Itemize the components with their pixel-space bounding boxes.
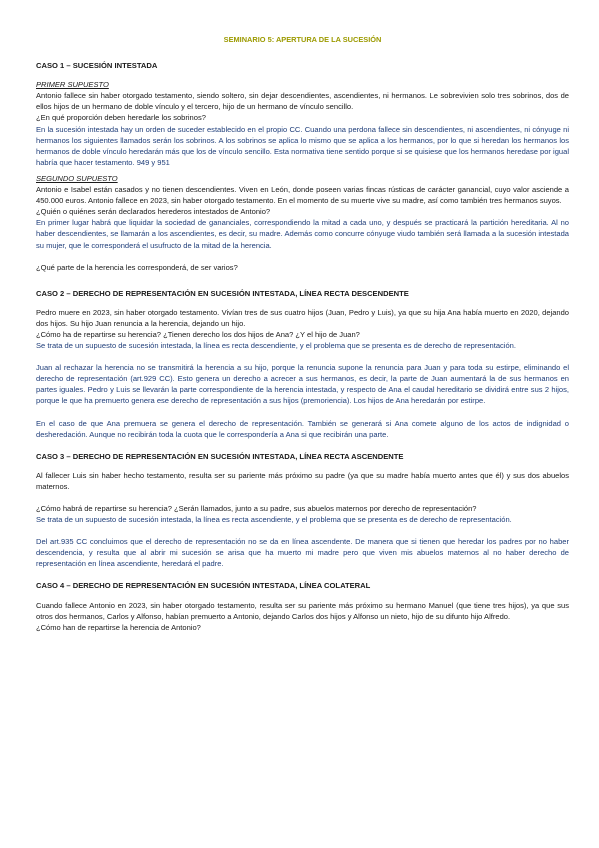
case1-sup2-label: SEGUNDO SUPUESTO	[36, 173, 118, 183]
case1-sup1-label: PRIMER SUPUESTO	[36, 80, 109, 90]
case1-sup2-question2: ¿Qué parte de la herencia les corresponderá, de ser varios?	[36, 262, 238, 272]
case2-answer-1: Se trata de un supuesto de sucesión intestada, la línea es recta descendiente, y el problema que se presenta es de derecho de representación.	[36, 341, 516, 351]
case2-answer-3: En el caso de que Ana premuera se genera el derecho de representación. También se generará si Ana comete alguno de los actos de indignidad o desheredación. Aunque no recibirán toda la cuota que le correspondería a Ana si que recibirán una parte.	[36, 418, 569, 439]
case3-text: Al fallecer Luis sin haber hecho testamento, resulta ser su pariente más próximo su padre (ya que su madre había muerto antes que él) y sus dos abuelos maternos.	[36, 470, 569, 491]
case1-sup2-text: Antonio e Isabel están casados y no tienen descendientes. Viven en León, donde poseen varias fincas rústicas de carácter ganancial, cuyo valor asciende a 450.000 euros. Antonio fallece en 2023, sin haber otorgado testamento. En el momento de su muerte vive su madre, así como también tres hermanos suyos.	[36, 185, 569, 206]
case2-answer-2: Juan al rechazar la herencia no se transmitirá la herencia a su hijo, porque la renuncia supone la renuncia para Juan y para toda su estirpe, eliminando el derecho de representación (art.929 CC). Esto genera un derecho a acrecer a sus hermanos, es decir, la parte de Juan aumentará la de sus hermanos en partes iguales. Pedro y Luis se llevarán la parte correspondiente de la herencia intestada, y respecto de Ana el caudal hereditario se dividirá entre sus 2 hijos, porque le que ha premuerto genera ese derecho de representación a sus hijos (premoriencia). Los hijos de Ana heredarán por estirpe.	[36, 363, 569, 406]
case2-heading: CASO 2 – DERECHO DE REPRESENTACIÓN EN SUCESIÓN INTESTADA, LÍNEA RECTA DESCENDENTE	[36, 288, 409, 298]
case4-text: Cuando fallece Antonio en 2023, sin haber otorgado testamento, resulta ser su pariente más próximo su hermano Manuel (que tiene tres hijos), ya que sus otros dos hermanos, Carlos y Alfonso, habían premuerto a Antonio, dejando Carlos dos hijos y Alfonso un nieto, hijo de su difunto hijo Alfredo.	[36, 600, 569, 621]
document-title: SEMINARIO 5: APERTURA DE LA SUCESIÓN	[223, 35, 382, 44]
case1-sup1-answer: En la sucesión intestada hay un orden de suceder establecido en el propio CC. Cuando una perdona fallece sin descendientes, ni ascendientes, ni cónyuge ni hermanos los siguientes llamados serán los sobrinos. A los sobrinos se aplica lo mismo que se aplica a los hermanos, por lo que si heredan los hermanos los hermanos de doble vínculo heredarán más que los de vínculo sencillo. Esta normativa tiene sentido porque si se quisiese que los hermanos heredase por igual habría que hacer testamento. 949 y 951	[36, 124, 569, 167]
case3-answer-2: Del art.935 CC concluimos que el derecho de representación no se da en línea ascendente. De manera que si tienen que heredar los padres por no haber descendencia, y resulta que al abrir mi sucesión se arisa que ha muerto mi madre pero que viven mis abuelos maternos al no haber derecho de representación en línea ascendiente, heredará el padre.	[36, 537, 569, 569]
case3-answer-1: Se trata de un supuesto de sucesión intestada, la línea es recta ascendiente, y el problema que se presenta es de derecho de representación.	[36, 515, 512, 525]
case1-sup2-question: ¿Quién o quiénes serán declarados herederos intestados de Antonio?	[36, 207, 271, 217]
case1-sup1-text: Antonio fallece sin haber otorgado testamento, siendo soltero, sin dejar descendientes, ascendientes, ni hermanos. Le sobrevivien solo tres sobrinos, dos de ellos hijos de un hermano de doble vínculo y el tercero, hijo de un hermano de vínculo sencillo.	[36, 91, 569, 112]
case3-question: ¿Cómo habrá de repartirse su herencia? ¿Serán llamados, junto a su padre, sus abuelos maternos por derecho de representación?	[36, 504, 477, 513]
case1-sup2-answer: En primer lugar habrá que liquidar la sociedad de gananciales, correspondiendo la mitad a cada uno, y después se practicará la partición hereditaria. Al no haber descendientes, se llamarán a los ascendientes, es decir, su madre. Además como concurre cónyuge viudo también será llamada a la sucesión intestada su mujer, que le corresponderá el usufructo de la mitad de la herencia.	[36, 218, 569, 250]
case1-sup1-question: ¿En qué proporción deben heredarle los sobrinos?	[36, 113, 206, 123]
case4-heading: CASO 4 – DERECHO DE REPRESENTACIÓN EN SUCESIÓN INTESTADA, LÍNEA COLATERAL	[36, 581, 371, 591]
case2-text: Pedro muere en 2023, sin haber otorgado testamento. Vivían tres de sus cuatro hijos (Juan, Pedro y Luis), ya que su hija Ana había muerto en 2020, dejando dos hijos. Su hijo Juan renuncia a la herencia, dejando un hijo.	[36, 307, 569, 328]
case1-heading: CASO 1 – SUCESIÓN INTESTADA	[36, 61, 158, 71]
case3-heading: CASO 3 – DERECHO DE REPRESENTACIÓN EN SUCESIÓN INTESTADA, LÍNEA RECTA ASCENDENTE	[36, 451, 404, 461]
case4-question: ¿Cómo han de repartirse la herencia de Antonio?	[36, 622, 201, 632]
case2-question: ¿Cómo ha de repartirse su herencia? ¿Tienen derecho los dos hijos de Ana? ¿Y el hijo de Juan?	[36, 329, 360, 339]
